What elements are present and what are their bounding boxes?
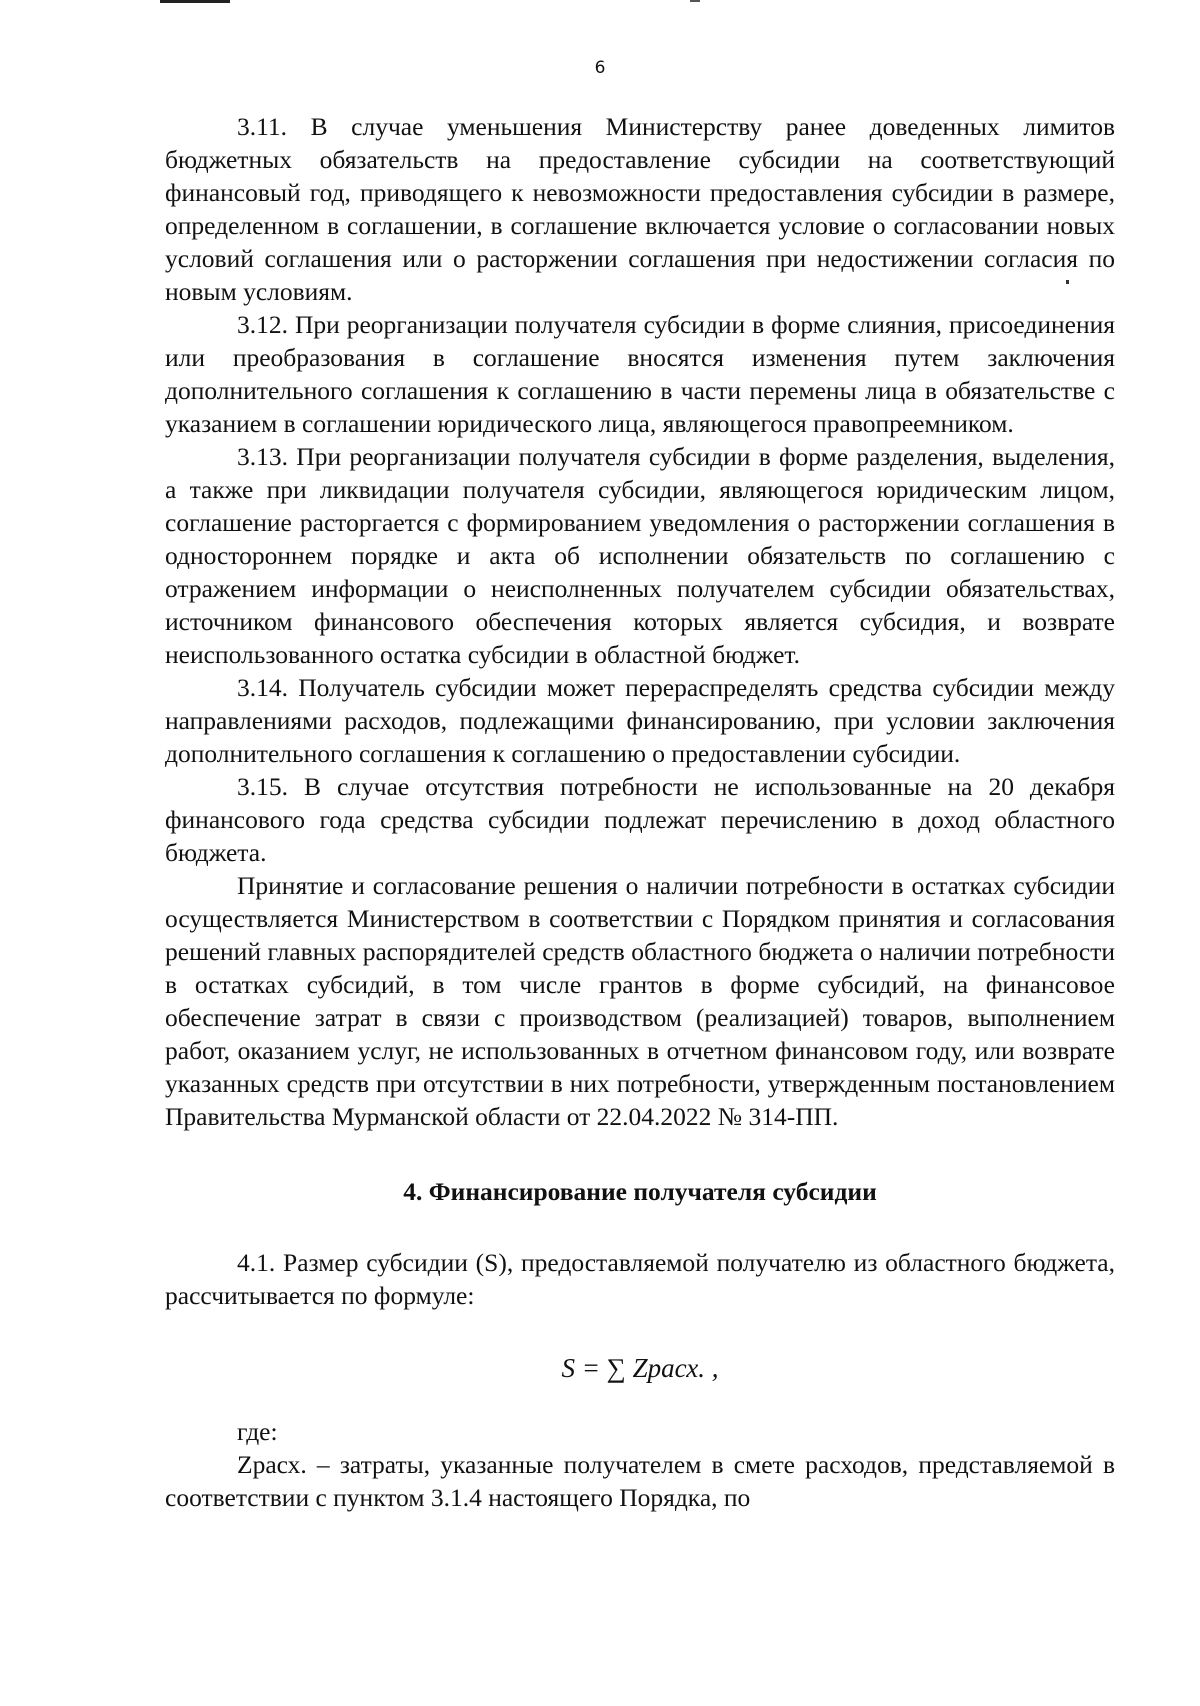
paragraph-4-1: 4.1. Размер субсидии (S), предоставляемой получателю из областного бюджета, рассчитывается по формуле: xyxy=(165,1248,1115,1310)
paragraph-acceptance: Принятие и согласование решения о наличии потребности в остатках субсидии осуществляется Министерством в соответствии с Порядком принятия и согласования решений главных распорядителей средств областного бюджета о наличии потребности в остатках субсидий, в том числе грантов в форме субсидий, на финансовое обеспечение затрат в связи с производством (реализацией) товаров, выполнением работ, оказанием услуг, не использованных в отчетном финансовом году, или возврате указанных средств при отсутствии в них потребности, утвержденным постановлением Правительства Мурманской области от 22.04.2022 № 314-ПП. xyxy=(165,871,1115,1131)
document-body xyxy=(165,110,1115,1514)
definition-paragraph: Zрасх. – затраты, указанные получателем в смете расходов, представляемой в соответствии с пунктом 3.1.4 настоящего Порядка, по xyxy=(165,1450,1115,1512)
paragraph-3-15: 3.15. В случае отсутствия потребности не использованные на 20 декабря финансового года средства субсидии подлежат перечислению в доход областного бюджета. xyxy=(165,772,1115,867)
paragraph-3-14: 3.14. Получатель субсидии может перераспределять средства субсидии между направлениями расходов, подлежащими финансированию, при условии заключения дополнительного соглашения к соглашению о предоставлении субсидии. xyxy=(165,673,1115,768)
page-number: 6 xyxy=(594,58,606,78)
paragraph-3-11: 3.11. В случае уменьшения Министерству ранее доведенных лимитов бюджетных обязательств на предоставление субсидии на соответствующий финансовый год, приводящего к невозможности предоставления субсидии в размере, определенном в соглашении, в соглашение включается условие о согласовании новых условий соглашения или о расторжении соглашения при недостижении согласия по новым условиям. xyxy=(165,112,1115,306)
paragraph-3-13: 3.13. При реорганизации получателя субсидии в форме разделения, выделения, а также при ликвидации получателя субсидии, являющегося юридическим лицом, соглашение расторгается с формированием уведомления о расторжении соглашения в одностороннем порядке и акта об исполнении обязательств по соглашению с отражением информации о неисполненных получателем субсидии обязательствах, источником финансового обеспечения которых является субсидия, и возврате неиспользованного остатка субсидии в областной бюджет. xyxy=(165,442,1115,669)
paragraph-3-12: 3.12. При реорганизации получателя субсидии в форме слияния, присоединения или преобразования в соглашение вносятся изменения путем заключения дополнительного соглашения к соглашению в части перемены лица в обязательстве с указанием в соглашении юридического лица, являющегося правопреемником. xyxy=(165,310,1115,438)
scan-artifact xyxy=(690,0,700,2)
formula: S = ∑ Zрасх. , xyxy=(561,1353,719,1383)
scan-artifact xyxy=(160,0,230,3)
where-label: где: xyxy=(237,1417,278,1446)
section-heading: 4. Финансирование получателя субсидии xyxy=(403,1177,877,1206)
